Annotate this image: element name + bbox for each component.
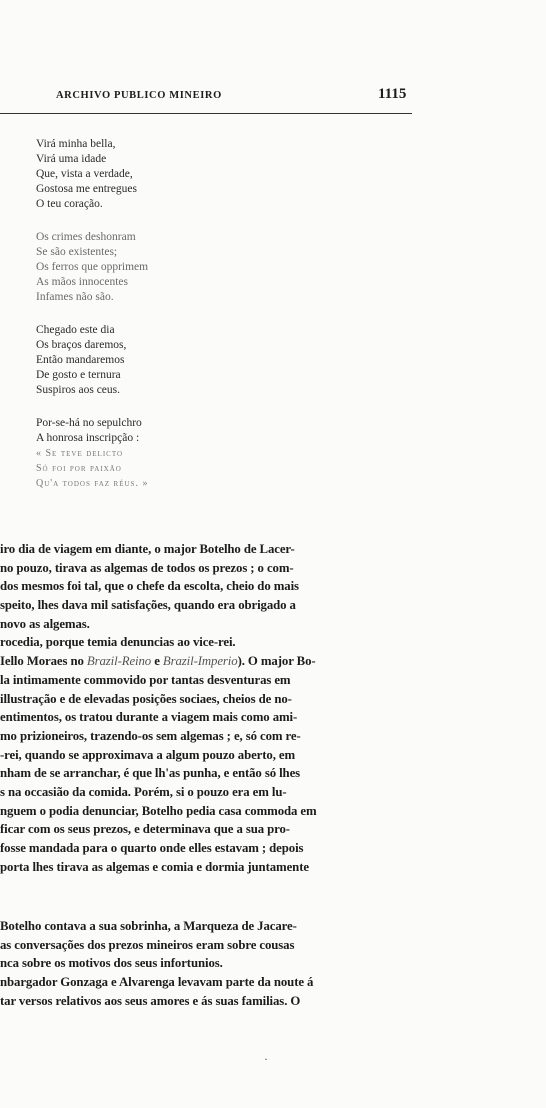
verse-line: As mãos innocentes [36,276,128,288]
text-line: nham de se arranchar, é que lh'as punha, e então só lhes [0,766,301,781]
prose-paragraph-block [0,917,420,1010]
text-line: iro dia de viagem em diante, o major Botelho de Lacer- [0,542,295,556]
book-title: Brazil-Reino [86,654,152,669]
text-line: entimentos, os tratou durante a viagem mais como ami- [0,710,298,725]
verse-line: Virá minha bella, [36,138,116,150]
verse-line: O teu coração. [36,198,103,210]
text-line: dos mesmos foi tal, que o chefe da escolta, cheio do mais [0,579,299,594]
text-line: as conversações dos prezos mineiros eram sobre cousas [0,937,295,952]
poem-stanza [36,230,148,305]
verse-line: Infames não são. [36,291,114,303]
poem-stanza [36,137,148,212]
text-line: fosse mandada para o quarto onde elles estavam ; depois [0,841,304,855]
page-header [0,86,414,108]
text-line: nca sobre os motivos dos seus infortunios. [0,956,223,971]
verse-line: Os crimes deshonram [36,231,136,243]
inscription-line: « Se teve delicto [36,448,124,459]
text-line: ficar com os seus prezos, e determinava que a sua pro- [0,822,290,837]
verse-line: Então mandaremos [36,354,125,366]
text-segment: ). O major Bo- [237,654,316,669]
text-line: Botelho contava a sua sobrinha, a Marqueza de Jacare- [0,919,297,933]
text-line: la intimamente commovido por tantas desventuras em [0,672,291,687]
text-line: -rei, quando se approximava a algum pouzo aberto, em [0,747,296,762]
text-line: rocedia, porque temia denuncias ao vice-rei. [0,635,236,650]
text-line: nbargador Gonzaga e Alvarenga levavam parte da noute á [0,975,314,990]
text-line: speito, lhes dava mil satisfações, quando era obrigado a [0,598,296,613]
verse-line: Chegado este dia [36,324,115,336]
header-rule [0,113,412,114]
verse-line: Os ferros que opprimem [36,261,149,273]
verse-line: Que, vista a verdade, [36,168,133,180]
text-line: porta lhes tirava as algemas e comia e dormia juntamente [0,859,309,874]
prose-paragraph-block [0,540,420,876]
text-line: mo prizioneiros, trazendo-os sem algemas ; e, só com re- [0,728,301,743]
text-line: s na occasião da comida. Porém, si o pouzo era em lu- [0,784,287,799]
text-line: illustração e de elevadas posições sociaes, cheios de no- [0,691,292,706]
verse-line: Gostosa me entregues [36,183,137,195]
verse-line: Por-se-há no sepulchro [36,417,142,429]
text-line [0,652,420,671]
print-speck: · [264,1052,268,1066]
poem [36,137,148,509]
verse-line: De gosto e ternura [36,369,121,381]
text-line: nguem o podia denunciar, Botelho pedia casa commoda em [0,803,317,818]
poem-stanza [36,416,148,491]
text-line: no pouzo, tirava as algemas de todos os prezos ; o com- [0,560,294,575]
poem-stanza [36,323,148,398]
text-line: novo as algemas. [0,616,90,631]
page-number: 1115 [378,86,407,102]
inscription-line: Só foi por paixão [36,463,122,474]
text-line: tar versos relativos aos seus amores e ás suas familias. O [0,993,301,1008]
verse-line: Os braços daremos, [36,339,127,351]
inscription-line: Qu'a todos faz réus. » [36,478,149,489]
running-head: ARCHIVO PUBLICO MINEIRO [56,90,222,101]
verse-line: Suspiros aos ceus. [36,384,121,396]
text-segment: e [151,654,163,669]
verse-line: Virá uma idade [36,153,107,165]
book-title: Brazil-Imperio [162,654,238,669]
text-segment: Iello Moraes no [0,654,87,669]
verse-line: Se são existentes; [36,246,118,258]
verse-line: A honrosa inscripção : [36,432,140,444]
